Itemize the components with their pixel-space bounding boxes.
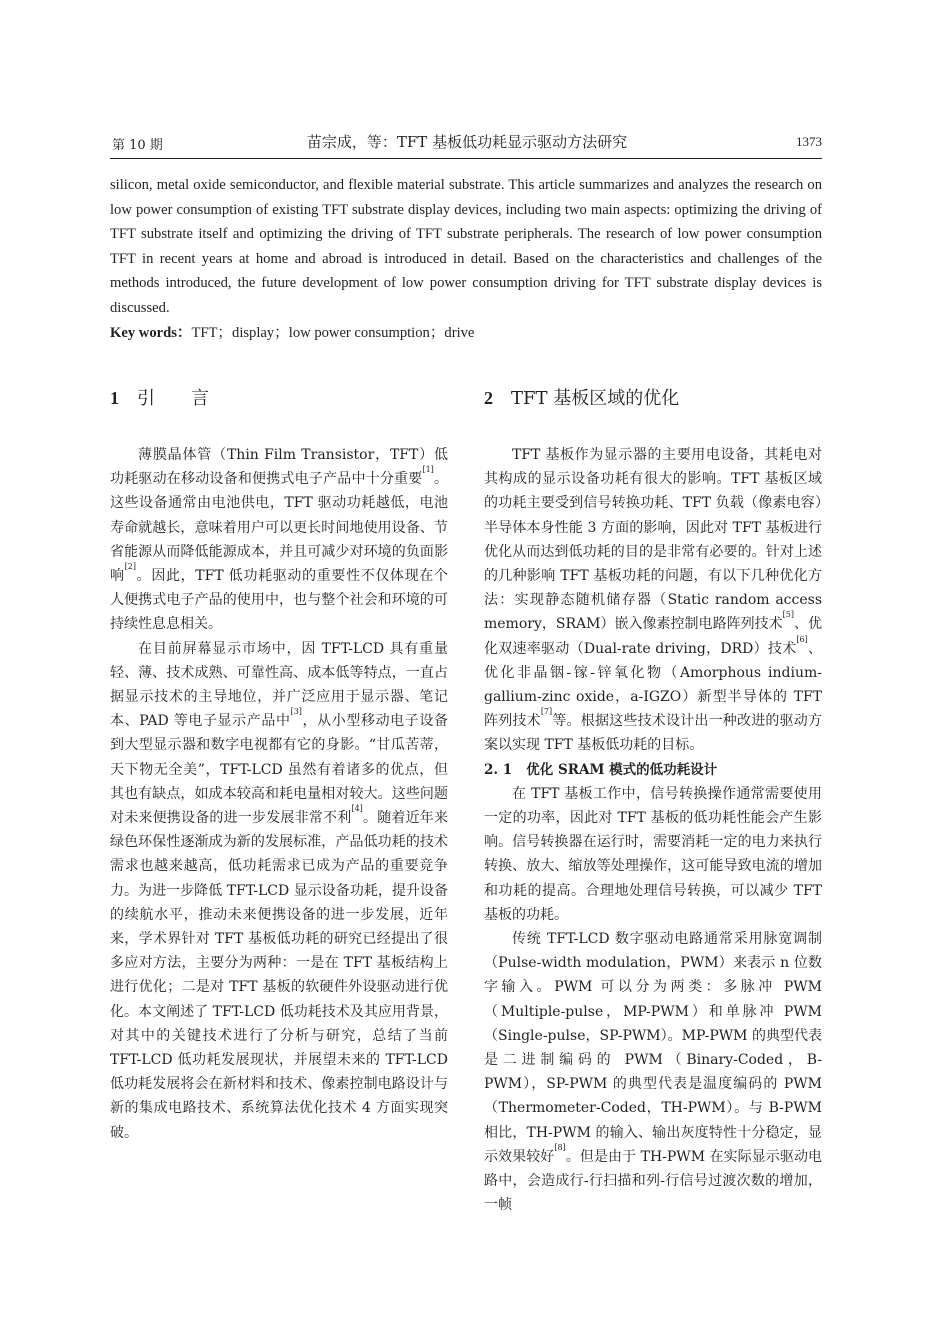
citation: [1] <box>422 465 434 475</box>
section-1-title: 引 言 <box>137 388 209 409</box>
running-title: 苗宗成，等：TFT 基板低功耗显示驱动方法研究 <box>306 133 628 151</box>
running-header <box>112 128 822 156</box>
citation: [6] <box>796 634 808 644</box>
subsection-number: 2. 1 <box>484 761 513 778</box>
citation: [4] <box>351 804 363 814</box>
abstract-text: silicon, metal oxide semiconductor, and flexible material substrate. This article summarizes and analyzes the research on low power consumption of existing TFT substrate display devices, including two main aspects: optimizing the driving of TFT substrate itself and optimizing the driving of TFT substrate peripherals. The research of low power consumption TFT in recent years at home and abroad is introduced in detail. Based on the characteristics and challenges of the methods introduced, the future development of low power consumption driving for TFT substrate display devices is discussed. <box>110 177 822 316</box>
section-1-paragraph-2: 在目前屏幕显示市场中，因 TFT-LCD 具有重量轻、薄、技术成熟、可靠性高、成本低等特点，一直占据显示技术的主导地位，并广泛应用于显示器、笔记本、PAD 等电子显示产品中[3]，从小型移动电子设备到大型显示器和数字电视都有它的身影。“甘瓜苦蒂，天下物无全美”，TFT-LCD 虽然有着诸多的优点，但其也有缺点，如成本较高和耗电量相对较大。这些问题对未来便携设备的进一步发展非常不利[4]。随着近年来绿色环保性逐渐成为新的发展标准，产品低功耗的技术需求也越来越高，低功耗需求已成为产品的重要竞争力。为进一步降低 TFT-LCD 显示设备功耗，提升设备的续航水平，推动未来便携设备的进一步发展，近年来，学术界针对 TFT 基板低功耗的研究已经提出了很多应对方法，主要分为两种：一是在 TFT 基板结构上进行优化；二是对 TFT 基板的软硬件外设驱动进行优化。本文阐述了 TFT-LCD 低功耗技术及其应用背景，对其中的关键技术进行了分析与研究，总结了当前 TFT-LCD 低功耗发展现状，并展望未来的 TFT-LCD 低功耗发展将会在新材料和技术、像素控制电路设计与新的集成电路技术、系统算法优化技术 4 方面实现突破。 <box>110 640 449 1141</box>
section-1-heading <box>110 383 448 413</box>
section-2-heading <box>484 383 822 413</box>
section-2-number: 2 <box>484 388 493 408</box>
subsection-title: 优化 SRAM 模式的低功耗设计 <box>526 761 718 778</box>
citation: [7] <box>540 707 553 717</box>
section-2-title: TFT 基板区域的优化 <box>511 388 680 409</box>
section-2-paragraph-2: 在 TFT 基板工作中，信号转换操作通常需要使用一定的功率，因此对 TFT 基板的低功耗性能会产生影响。信号转换器在运行时，需要消耗一定的电力来执行转换、放大、缩放等处理操作，这可能导致电流的增加和功耗的提高。合理地处理信号转换，可以减少 TFT 基板的功耗。 <box>484 785 822 923</box>
keywords-line <box>110 321 822 346</box>
abstract-block <box>110 173 822 345</box>
citation: [3] <box>290 707 302 717</box>
citation: [2] <box>124 562 137 572</box>
right-column <box>484 383 822 1218</box>
section-1-number: 1 <box>110 388 119 408</box>
citation: [8] <box>554 1142 566 1152</box>
section-2-paragraph-1: TFT 基板作为显示器的主要用电设备，其耗电对其构成的显示设备功耗有很大的影响。TFT 基板区域的功耗主要受到信号转换功耗、TFT 负载（像素电容）半导体本身性能 3 方面的影响，因此对 TFT 基板进行优化从而达到低功耗的目的是非常有必要的。针对上述的几种影响 TFT 基板功耗的问题，有以下几种优化方法：实现静态随机储存器（Static random access memory，SRAM）嵌入像素控制电路阵列技术[5]、优化双速率驱动（Dual-rate driving，DRD）技术[6]、优化非晶铟-镓-锌氧化物（Amorphous indium-gallium-zinc oxide，a-IGZO）新型半导体的 TFT 阵列技术[7]等。根据这些技术设计出一种改进的驱动方案以实现 TFT 基板低功耗的目标。 <box>484 447 823 754</box>
page-number: 1373 <box>796 134 822 149</box>
section-2-paragraph-3: 传统 TFT-LCD 数字驱动电路通常采用脉宽调制（Pulse-width modulation，PWM）来表示 n 位数字输入。PWM 可以分为两类：多脉冲 PWM（Multiple-pulse，MP-PWM）和单脉冲 PWM（Single-pulse，SP-PWM）。MP-PWM 的典型代表是二进制编码的 PWM（Binary-Coded，B-PWM），SP-PWM 的典型代表是温度编码的 PWM（Thermometer-Coded，TH-PWM）。与 B-PWM 相比，TH-PWM 的输入、输出灰度特性十分稳定，显示效果较好[8]。但是由于 TH-PWM 在实际显示驱动电路中，会造成行-行扫描和列-行信号过渡次数的增加，一帧 <box>484 931 823 1214</box>
subsection-2-1-heading <box>484 758 822 782</box>
left-column <box>110 383 448 1145</box>
keywords-list: TFT；display；low power consumption；drive <box>191 324 475 341</box>
section-1-paragraph-1: 薄膜晶体管（Thin Film Transistor，TFT）低功耗驱动在移动设备和便携式电子产品中十分重要[1]。这些设备通常由电池供电，TFT 驱动功耗越低，电池寿命就越长，意味着用户可以更长时间地使用设备、节省能源从而降低能源成本，并且可减少对环境的负面影响[2]。因此，TFT 低功耗驱动的重要性不仅体现在个人便携式电子产品的使用中，也与整个社会和环境的可持续性息息相关。 <box>110 447 449 633</box>
header-rule <box>110 158 822 159</box>
keywords-label: Key words： <box>110 324 192 341</box>
citation: [5] <box>782 610 794 620</box>
issue-number: 第 10 期 <box>112 138 163 153</box>
